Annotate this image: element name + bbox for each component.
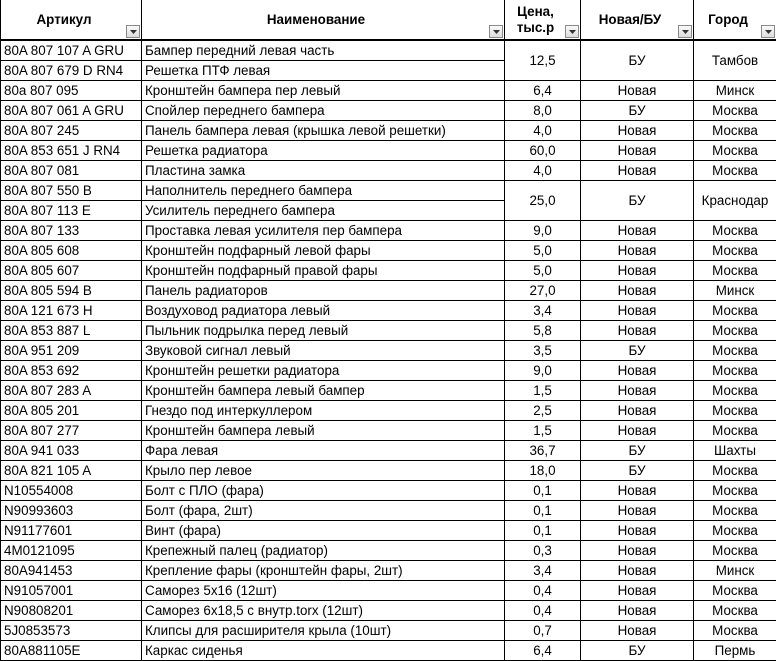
table-row [1,141,776,161]
table-row [1,481,776,501]
cell-name[interactable]: Панель бампера левая (крышка левой решетки) [142,121,505,141]
cell-city[interactable]: Москва [694,601,776,621]
cell-article[interactable]: 80A 951 209 [1,341,142,361]
table-row [1,601,776,621]
cell-name[interactable]: Звуковой сигнал левый [142,341,505,361]
cell-name[interactable]: Саморез 5х16 (12шт) [142,581,505,601]
cell-article[interactable]: 80A941453 [1,561,142,581]
cell-price[interactable]: 4,0 [505,121,581,141]
table-body [1,40,776,661]
filter-city-button[interactable] [761,25,775,38]
cell-condition[interactable]: Новая [581,581,694,601]
cell-condition[interactable]: Новая [581,601,694,621]
header-price-line1: Цена, [517,4,554,19]
cell-name[interactable]: Панель радиаторов [142,281,505,301]
cell-city[interactable]: Москва [694,521,776,541]
cell-condition[interactable]: Новая [581,281,694,301]
cell-price[interactable]: 12,5 [505,40,581,81]
cell-article[interactable]: 4M0121095 [1,541,142,561]
cell-condition[interactable]: БУ [581,441,694,461]
cell-condition[interactable]: Новая [581,561,694,581]
cell-price[interactable]: 3,5 [505,341,581,361]
cell-condition[interactable]: Новая [581,541,694,561]
cell-city[interactable]: Москва [694,401,776,421]
cell-price[interactable]: 3,4 [505,301,581,321]
cell-article[interactable]: 80A 807 679 D RN4 [1,61,142,81]
header-price-label [517,4,554,36]
cell-article[interactable]: N10554008 [1,481,142,501]
cell-article[interactable]: 80A 807 133 [1,221,142,241]
cell-article[interactable]: 80A 807 245 [1,121,142,141]
cell-price[interactable]: 60,0 [505,141,581,161]
cell-article[interactable]: 80A 853 651 J RN4 [1,141,142,161]
table-row [1,341,776,361]
cell-condition[interactable]: Новая [581,261,694,281]
cell-price[interactable]: 6,4 [505,641,581,661]
cell-name[interactable]: Решетка радиатора [142,141,505,161]
cell-condition[interactable]: Новая [581,481,694,501]
cell-name[interactable]: Кронштейн бампера левый бампер [142,381,505,401]
header-article-label: Артикул [37,12,92,28]
cell-name[interactable]: Болт с ПЛО (фара) [142,481,505,501]
cell-name[interactable]: Решетка ПТФ левая [142,61,505,81]
cell-name[interactable]: Проставка левая усилителя пер бампера [142,221,505,241]
cell-article[interactable]: 80A 807 081 [1,161,142,181]
cell-price[interactable]: 8,0 [505,101,581,121]
filter-price-button[interactable] [565,25,579,38]
cell-article[interactable]: 80A881105E [1,641,142,661]
cell-name[interactable]: Крепление фары (кронштейн фары, 2шт) [142,561,505,581]
cell-price[interactable]: 18,0 [505,461,581,481]
cell-condition[interactable]: Новая [581,361,694,381]
cell-article[interactable]: 80A 807 283 A [1,381,142,401]
header-article[interactable] [1,0,142,40]
cell-name[interactable]: Пластина замка [142,161,505,181]
cell-price[interactable]: 0,4 [505,601,581,621]
cell-condition[interactable]: БУ [581,40,694,81]
cell-price[interactable]: 6,4 [505,81,581,101]
cell-city[interactable]: Пермь [694,641,776,661]
cell-condition[interactable]: Новая [581,161,694,181]
table-row [1,521,776,541]
cell-article[interactable]: 80A 805 201 [1,401,142,421]
table-row [1,161,776,181]
cell-name[interactable]: Гнездо под интеркуллером [142,401,505,421]
cell-condition[interactable]: БУ [581,101,694,121]
table-row [1,641,776,661]
cell-price[interactable]: 27,0 [505,281,581,301]
cell-condition[interactable]: БУ [581,461,694,481]
cell-price[interactable]: 0,3 [505,541,581,561]
table-row [1,561,776,581]
cell-city[interactable]: Минск [694,81,776,101]
cell-city[interactable]: Москва [694,221,776,241]
table-row [1,501,776,521]
cell-city[interactable]: Москва [694,381,776,401]
cell-article[interactable]: 5J0853573 [1,621,142,641]
cell-condition[interactable]: БУ [581,181,694,221]
header-condition[interactable] [581,0,694,40]
cell-city[interactable]: Москва [694,621,776,641]
cell-condition[interactable]: Новая [581,141,694,161]
cell-article[interactable]: 80A 807 113 E [1,201,142,221]
cell-city[interactable]: Москва [694,141,776,161]
cell-condition[interactable]: Новая [581,121,694,141]
cell-city[interactable]: Москва [694,301,776,321]
cell-price[interactable]: 0,1 [505,481,581,501]
cell-name[interactable]: Спойлер переднего бампера [142,101,505,121]
cell-city[interactable]: Шахты [694,441,776,461]
cell-price[interactable]: 3,4 [505,561,581,581]
cell-condition[interactable]: Новая [581,221,694,241]
filter-condition-button[interactable] [678,25,692,38]
cell-price[interactable]: 2,5 [505,401,581,421]
dropdown-arrow-icon [682,30,689,34]
header-price[interactable] [505,0,581,40]
cell-city[interactable]: Москва [694,161,776,181]
table-row [1,321,776,341]
cell-name[interactable]: Крепежный палец (радиатор) [142,541,505,561]
cell-article[interactable]: N91057001 [1,581,142,601]
cell-name[interactable]: Саморез 6х18,5 с внутр.torx (12шт) [142,601,505,621]
cell-price[interactable]: 36,7 [505,441,581,461]
cell-condition[interactable]: Новая [581,81,694,101]
cell-article[interactable]: 80A 807 550 B [1,181,142,201]
table-row [1,441,776,461]
cell-city[interactable]: Москва [694,321,776,341]
filter-name-button[interactable] [489,25,503,38]
cell-price[interactable]: 4,0 [505,161,581,181]
cell-name[interactable]: Бампер передний левая часть [142,40,505,61]
cell-article[interactable]: 80A 805 607 [1,261,142,281]
cell-price[interactable]: 1,5 [505,421,581,441]
cell-article[interactable]: 80A 121 673 H [1,301,142,321]
cell-city[interactable]: Москва [694,261,776,281]
filter-article-button[interactable] [126,25,140,38]
cell-city[interactable]: Москва [694,101,776,121]
cell-condition[interactable]: Новая [581,501,694,521]
table-row [1,301,776,321]
table-row [1,621,776,641]
cell-name[interactable]: Каркас сиденья [142,641,505,661]
cell-city[interactable]: Москва [694,421,776,441]
cell-name[interactable]: Фара левая [142,441,505,461]
table-row [1,421,776,441]
cell-city[interactable]: Москва [694,341,776,361]
cell-city[interactable]: Москва [694,481,776,501]
cell-article[interactable]: 80A 821 105 A [1,461,142,481]
table-row [1,241,776,261]
cell-name[interactable]: Кронштейн подфарный правой фары [142,261,505,281]
cell-price[interactable]: 9,0 [505,361,581,381]
cell-city[interactable]: Москва [694,461,776,481]
table-row [1,401,776,421]
cell-name[interactable]: Пыльник подрылка перед левый [142,321,505,341]
cell-name[interactable]: Болт (фара, 2шт) [142,501,505,521]
cell-condition[interactable]: Новая [581,381,694,401]
cell-price[interactable]: 5,8 [505,321,581,341]
cell-article[interactable]: 80A 807 107 A GRU [1,40,142,61]
cell-article[interactable]: N90808201 [1,601,142,621]
table-row [1,541,776,561]
cell-article[interactable]: 80A 853 887 L [1,321,142,341]
cell-condition[interactable]: Новая [581,241,694,261]
cell-price[interactable]: 0,4 [505,581,581,601]
table-row [1,121,776,141]
cell-city[interactable]: Москва [694,121,776,141]
cell-name[interactable]: Винт (фара) [142,521,505,541]
dropdown-arrow-icon [569,30,576,34]
header-condition-label: Новая/БУ [599,12,662,28]
cell-name[interactable]: Кронштейн бампера левый [142,421,505,441]
cell-article[interactable]: 80A 807 061 A GRU [1,101,142,121]
header-city[interactable] [694,0,776,40]
cell-price[interactable]: 0,1 [505,501,581,521]
cell-name[interactable]: Клипсы для расширителя крыла (10шт) [142,621,505,641]
cell-condition[interactable]: Новая [581,521,694,541]
cell-name[interactable]: Наполнитель переднего бампера [142,181,505,201]
cell-article[interactable]: 80A 853 692 [1,361,142,381]
cell-article[interactable]: 80a 807 095 [1,81,142,101]
dropdown-arrow-icon [493,30,500,34]
table-row [1,581,776,601]
cell-name[interactable]: Кронштейн подфарный левой фары [142,241,505,261]
table-row [1,381,776,401]
header-city-label: Город [708,12,748,28]
cell-condition[interactable]: Новая [581,321,694,341]
cell-article[interactable]: N90993603 [1,501,142,521]
cell-price[interactable]: 5,0 [505,261,581,281]
dropdown-arrow-icon [130,30,137,34]
cell-city[interactable]: Тамбов [694,40,776,81]
table-row [1,281,776,301]
cell-price[interactable]: 9,0 [505,221,581,241]
cell-condition[interactable]: Новая [581,401,694,421]
cell-condition[interactable]: Новая [581,301,694,321]
cell-name[interactable]: Кронштейн бампера пер левый [142,81,505,101]
cell-article[interactable]: N91177601 [1,521,142,541]
cell-name[interactable]: Кронштейн решетки радиатора [142,361,505,381]
cell-city[interactable]: Минск [694,281,776,301]
table-row [1,81,776,101]
cell-city[interactable]: Минск [694,561,776,581]
header-price-line2: тыс.р [517,20,554,35]
cell-price[interactable]: 0,1 [505,521,581,541]
cell-city[interactable]: Москва [694,581,776,601]
cell-price[interactable]: 5,0 [505,241,581,261]
table-row [1,40,776,61]
cell-city[interactable]: Москва [694,501,776,521]
cell-condition[interactable]: БУ [581,341,694,361]
table-row [1,261,776,281]
cell-condition[interactable]: БУ [581,641,694,661]
table-row [1,101,776,121]
cell-price[interactable]: 0,7 [505,621,581,641]
header-name-label: Наименование [267,12,365,28]
cell-article[interactable]: 80A 807 277 [1,421,142,441]
dropdown-arrow-icon [765,30,772,34]
cell-condition[interactable]: Новая [581,421,694,441]
cell-city[interactable]: Москва [694,361,776,381]
cell-city[interactable]: Краснодар [694,181,776,221]
header-name[interactable] [142,0,505,40]
cell-article[interactable]: 80A 805 608 [1,241,142,261]
cell-article[interactable]: 80A 805 594 B [1,281,142,301]
cell-condition[interactable]: Новая [581,621,694,641]
cell-city[interactable]: Москва [694,241,776,261]
cell-price[interactable]: 1,5 [505,381,581,401]
table-row [1,361,776,381]
cell-article[interactable]: 80A 941 033 [1,441,142,461]
cell-name[interactable]: Усилитель переднего бампера [142,201,505,221]
cell-name[interactable]: Воздуховод радиатора левый [142,301,505,321]
table-row [1,221,776,241]
cell-price[interactable]: 25,0 [505,181,581,221]
header-row [1,0,776,40]
cell-name[interactable]: Крыло пер левое [142,461,505,481]
table-row [1,461,776,481]
cell-city[interactable]: Москва [694,541,776,561]
table-row [1,181,776,201]
